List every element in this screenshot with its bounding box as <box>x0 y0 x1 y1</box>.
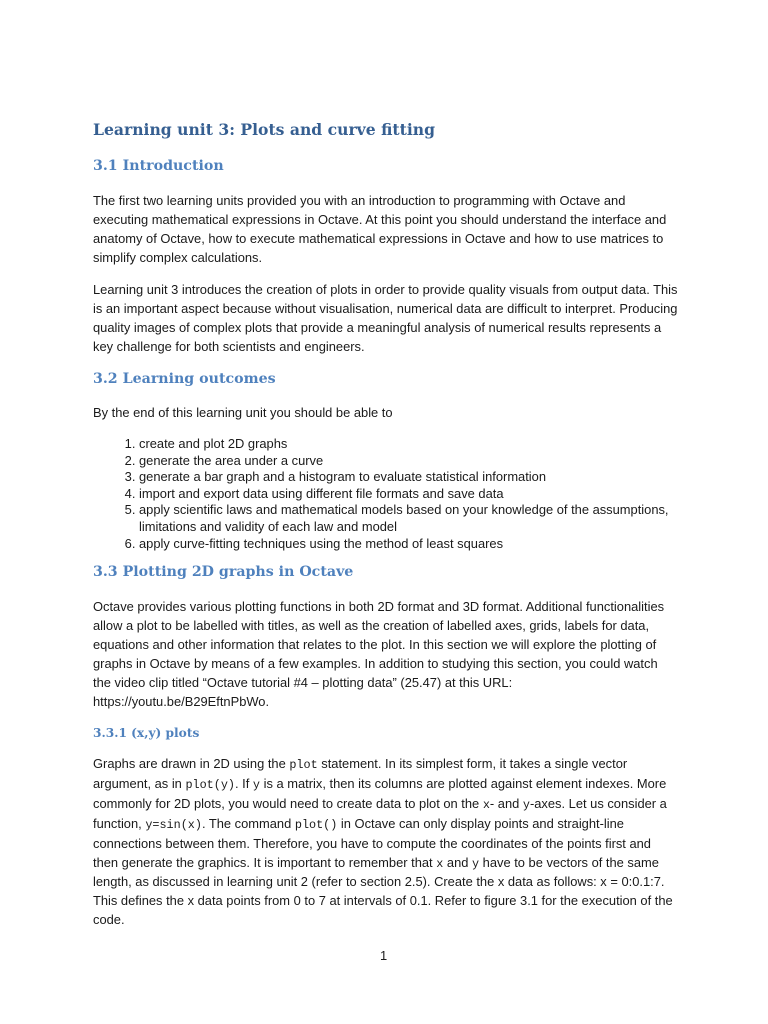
code-y: y <box>252 777 261 792</box>
code-x: x <box>436 856 444 871</box>
document-page <box>93 0 678 1024</box>
outcome-item: 1. create and plot 2D graphs <box>139 436 699 453</box>
plotting-paragraph: Octave provides various plotting functions in both 2D format and 3D format. Additional functionalities allow a plot to be labelled with titles, as well as the creation of labelled axes, grids, labels for data, equations and other information that relates to the plot. In this section we will explore the plotting of graphs in Octave by means of a few examples. In addition to studying this section, you could watch the video clip titled “Octave tutorial #4 – plotting data” (25.47) at this URL: https://youtu.be/B29EftnPbWo. <box>93 599 665 709</box>
code-plot-y: plot(y) <box>185 777 235 792</box>
code-y: y <box>471 856 480 871</box>
code-plot: plot <box>289 758 318 772</box>
heading-introduction: 3.1 Introduction <box>93 158 224 174</box>
intro-paragraph-2: Learning unit 3 introduces the creation of plots in order to provide quality visuals from output data. This is an important aspect because without visualisation, numerical data are difficult to interpret. Producing quality images of complex plots that provide a meaningful analysis of numerical results represents a key challenge for both scientists and engineers. <box>93 282 678 354</box>
outcomes-lead: By the end of this learning unit you should be able to <box>93 405 393 420</box>
page-number: 1 <box>380 948 388 963</box>
outcome-item: 5. apply scientific laws and mathematical models based on your knowledge of the assumptions, limitations and validity of each law and model <box>139 502 699 535</box>
outcome-item: 2. generate the area under a curve <box>139 453 699 470</box>
outcome-item: 6. apply curve-fitting techniques using the method of least squares <box>139 536 699 553</box>
outcomes-list <box>93 436 699 552</box>
code-y-sin-x: y=sin(x) <box>145 817 202 832</box>
code-plot-call: plot() <box>294 817 338 832</box>
intro-paragraph-1: The first two learning units provided you with an introduction to programming with Octave and executing mathematical expressions in Octave. At this point you should understand the interface and anatomy of Octave, how to execute mathematical expressions in Octave and how to use matrices to simplify complex calculations. <box>93 193 667 265</box>
xy-plots-paragraph: Graphs are drawn in 2D using the plot statement. In its simplest form, it takes a single vector argument, as in plot(y). If y is a matrix, then its columns are plotted against element indexes. More commonly for 2D plots, you would need to create data to plot on the x- and y-axes. Let us consider a function, y=sin(x). The command plot() in Octave can only display points and straight-line connections between them. Therefore, you have to compute the coordinates of the points first and then generate the graphics. It is important to remember that x and y have to be vectors of the same length, as discussed in learning unit 2 (refer to section 2.5). Create the x data as follows: x = 0:0.1:7. This defines the x data points from 0 to 7 at intervals of 0.1. Refer to figure 3.1 for the execution of the code. <box>93 756 673 928</box>
heading-xy-plots: 3.3.1 (x,y) plots <box>93 726 200 740</box>
outcome-item: 4. import and export data using different file formats and save data <box>139 486 699 503</box>
code-y: y <box>522 797 530 812</box>
outcome-item: 3. generate a bar graph and a histogram to evaluate statistical information <box>139 469 699 486</box>
code-x: x <box>482 797 490 812</box>
unit-title: Learning unit 3: Plots and curve fitting <box>93 120 436 139</box>
heading-plotting-2d: 3.3 Plotting 2D graphs in Octave <box>93 564 354 580</box>
heading-learning-outcomes: 3.2 Learning outcomes <box>93 371 276 387</box>
